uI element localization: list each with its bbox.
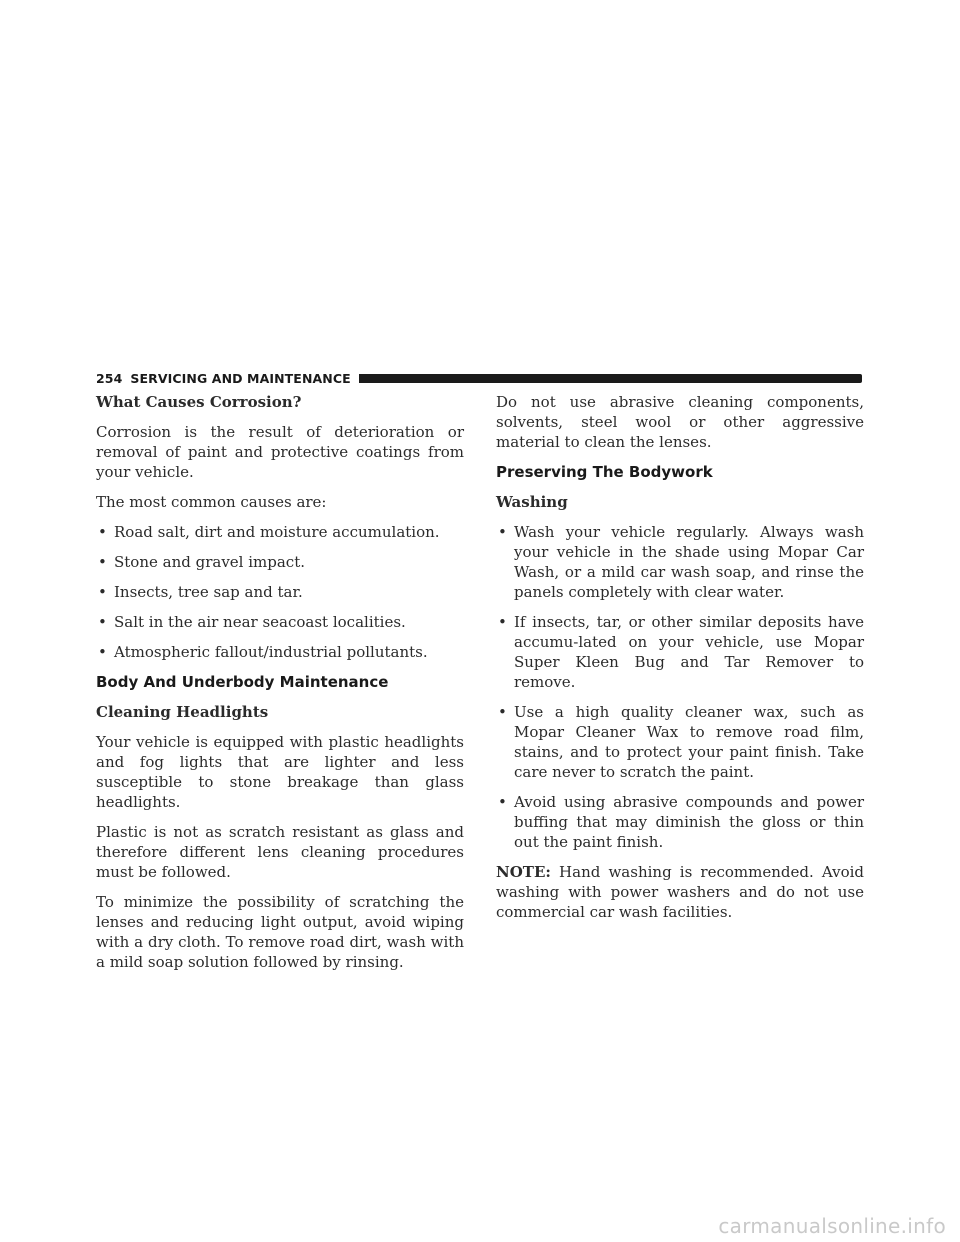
bullet-icon: • (498, 793, 507, 811)
causes-list (96, 522, 464, 662)
list-item: • Use a high quality cleaner wax, such as Mopar Cleaner Wax to remove road film, stains, and to protect your paint finish. Take care never to scratch the paint. (498, 703, 864, 781)
note-paragraph (496, 862, 864, 922)
corrosion-heading: What Causes Corrosion? (96, 393, 302, 411)
bullet-icon: • (498, 703, 507, 721)
list-item: • Stone and gravel impact. (98, 553, 306, 571)
page-header (96, 369, 862, 387)
right-column (496, 392, 864, 932)
watermark: carmanualsonline.info (718, 1214, 946, 1238)
bodywork-heading: Preserving The Bodywork (496, 463, 713, 481)
washing-heading: Washing (496, 493, 568, 511)
bullet-icon: • (98, 583, 107, 601)
header-rule (359, 374, 862, 383)
abrasive-paragraph: Do not use abrasive cleaning components, solvents, steel wool or other aggressive material to clean the lenses. (496, 393, 864, 451)
list-item: • Road salt, dirt and moisture accumulation. (98, 523, 440, 541)
left-column (96, 392, 464, 982)
list-item: • If insects, tar, or other similar deposits have accumu-lated on your vehicle, use Mopar Super Kleen Bug and Tar Remover to remove. (498, 613, 864, 691)
bullet-icon: • (98, 553, 107, 571)
causes-intro: The most common causes are: (96, 493, 327, 511)
note-label: NOTE: (496, 863, 551, 881)
list-item: • Atmospheric fallout/industrial pollutants. (98, 643, 428, 661)
list-item: • Wash your vehicle regularly. Always wash your vehicle in the shade using Mopar Car Wash, or a mild car wash soap, and rinse the panels completely with clear water. (498, 523, 864, 601)
body-maintenance-heading: Body And Underbody Maintenance (96, 673, 389, 691)
corrosion-paragraph: Corrosion is the result of deterioration or removal of paint and protective coatings from your vehicle. (96, 423, 464, 481)
bullet-icon: • (98, 523, 107, 541)
page-number: 254 (96, 370, 123, 386)
headlights-paragraph: Your vehicle is equipped with plastic headlights and fog lights that are lighter and less susceptible to stone breakage than glass headlights. (96, 733, 464, 811)
note-text: Hand washing is recommended. Avoid washing with power washers and do not use commercial car wash facilities. (496, 863, 864, 921)
headlights-heading: Cleaning Headlights (96, 703, 269, 721)
section-title: SERVICING AND MAINTENANCE (130, 370, 351, 386)
bullet-icon: • (98, 643, 107, 661)
bullet-icon: • (498, 613, 507, 631)
plastic-paragraph: Plastic is not as scratch resistant as glass and therefore different lens cleaning procedures must be followed. (96, 823, 464, 881)
bullet-icon: • (498, 523, 507, 541)
washing-list (496, 522, 864, 852)
scratch-paragraph: To minimize the possibility of scratching the lenses and reducing light output, avoid wiping with a dry cloth. To remove road dirt, wash with a mild soap solution followed by rinsing. (96, 893, 464, 971)
list-item: • Avoid using abrasive compounds and power buffing that may diminish the gloss or thin out the paint finish. (498, 793, 864, 851)
bullet-icon: • (98, 613, 107, 631)
list-item: • Salt in the air near seacoast localities. (98, 613, 406, 631)
list-item: • Insects, tree sap and tar. (98, 583, 303, 601)
